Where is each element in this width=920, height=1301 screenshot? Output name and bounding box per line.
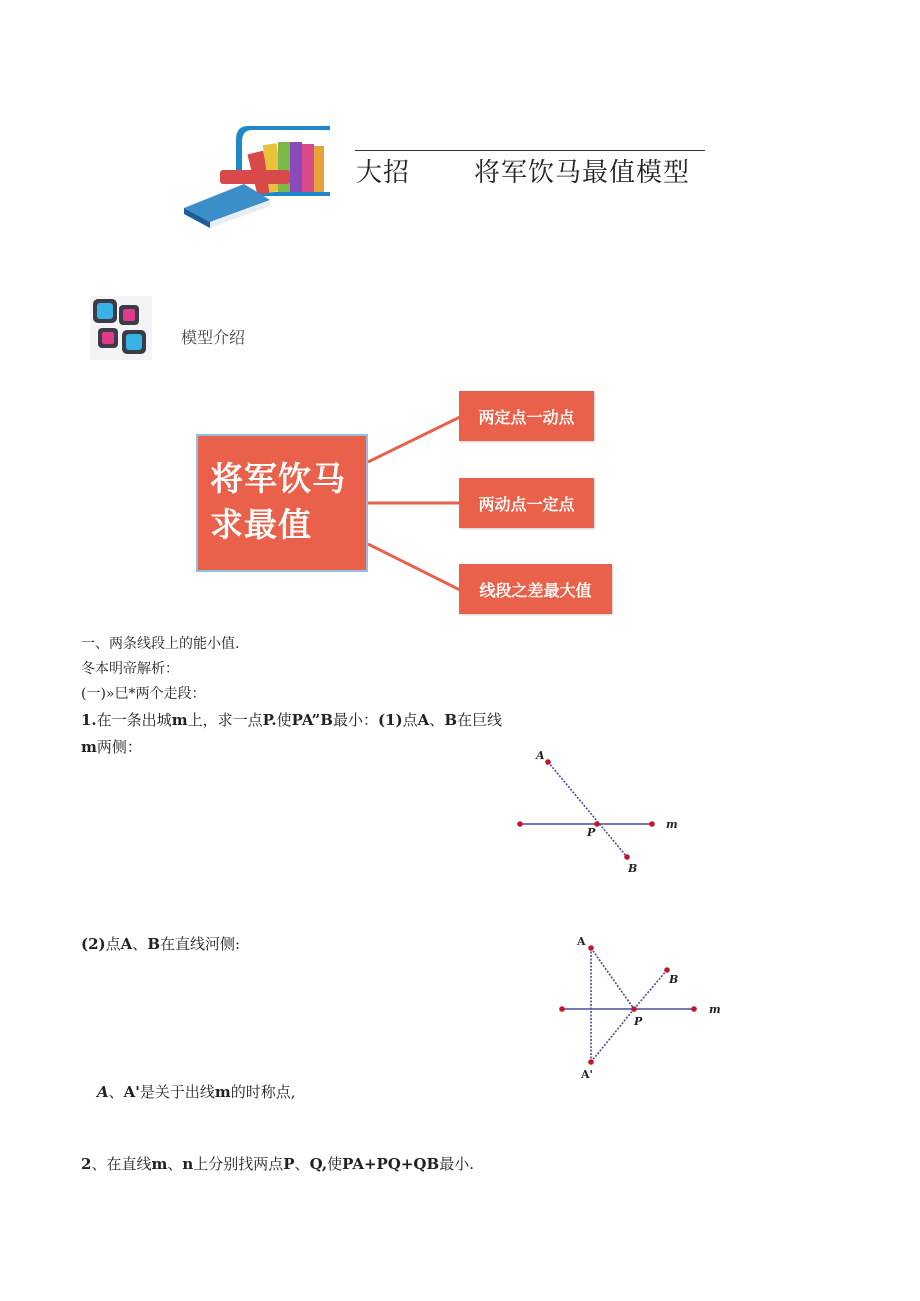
- paragraph-2: 冬本明帝解析：: [81, 661, 179, 677]
- title-left: 大招: [356, 158, 411, 188]
- figure-2-diagram: [548, 930, 728, 1085]
- paragraph-7: A、A'是关于出线m的时称点,: [97, 1083, 296, 1101]
- fig2-label-b: B: [669, 973, 679, 986]
- fig2-segment-ap: [591, 948, 634, 1009]
- fig1-label-a: A: [536, 749, 545, 762]
- mindmap-branch-3: 线段之差最大值: [459, 564, 612, 614]
- mindmap-branch-1: 两定点一动点: [459, 391, 594, 441]
- fig1-label-b: B: [628, 862, 638, 875]
- section-label: 模型介绍: [181, 328, 246, 347]
- fig1-segment-ab: [548, 762, 627, 857]
- paragraph-5: m两侧：: [81, 738, 142, 756]
- fig2-label-p: P: [634, 1015, 643, 1028]
- fig2-label-m: m: [709, 1003, 721, 1016]
- paragraph-1: 一、两条线段上的能小值.: [81, 636, 240, 652]
- fig2-label-a: A: [577, 935, 586, 948]
- mindmap-center-line1: 将军饮马: [210, 459, 346, 498]
- title-right: 将军饮马最值模型: [474, 158, 691, 188]
- fig1-label-m: m: [666, 818, 678, 831]
- mindmap-branch-2: 两动点一定点: [459, 478, 594, 528]
- paragraph-8: 2、在直线m、n上分别找两点P、Q,使PA+PQ+QB最小.: [81, 1155, 474, 1173]
- paragraph-4: 1.在一条出城m上，求一点P.使PA”B最小：(1)点A、B在巨线: [81, 711, 503, 729]
- paragraph-3: (一)»巳*两个走段：: [81, 686, 206, 702]
- figure-1-diagram: [505, 745, 695, 880]
- mindmap-center-node: [196, 434, 368, 572]
- fig2-label-aprime: A': [581, 1068, 593, 1081]
- fig2-segment-apb: [591, 1009, 634, 1062]
- paragraph-6: (2)点A、B在直线河侧:: [81, 935, 241, 953]
- fig1-label-p: P: [587, 826, 596, 839]
- fig2-segment-pb: [634, 970, 667, 1009]
- mindmap-center-line2: 求最值: [210, 505, 312, 544]
